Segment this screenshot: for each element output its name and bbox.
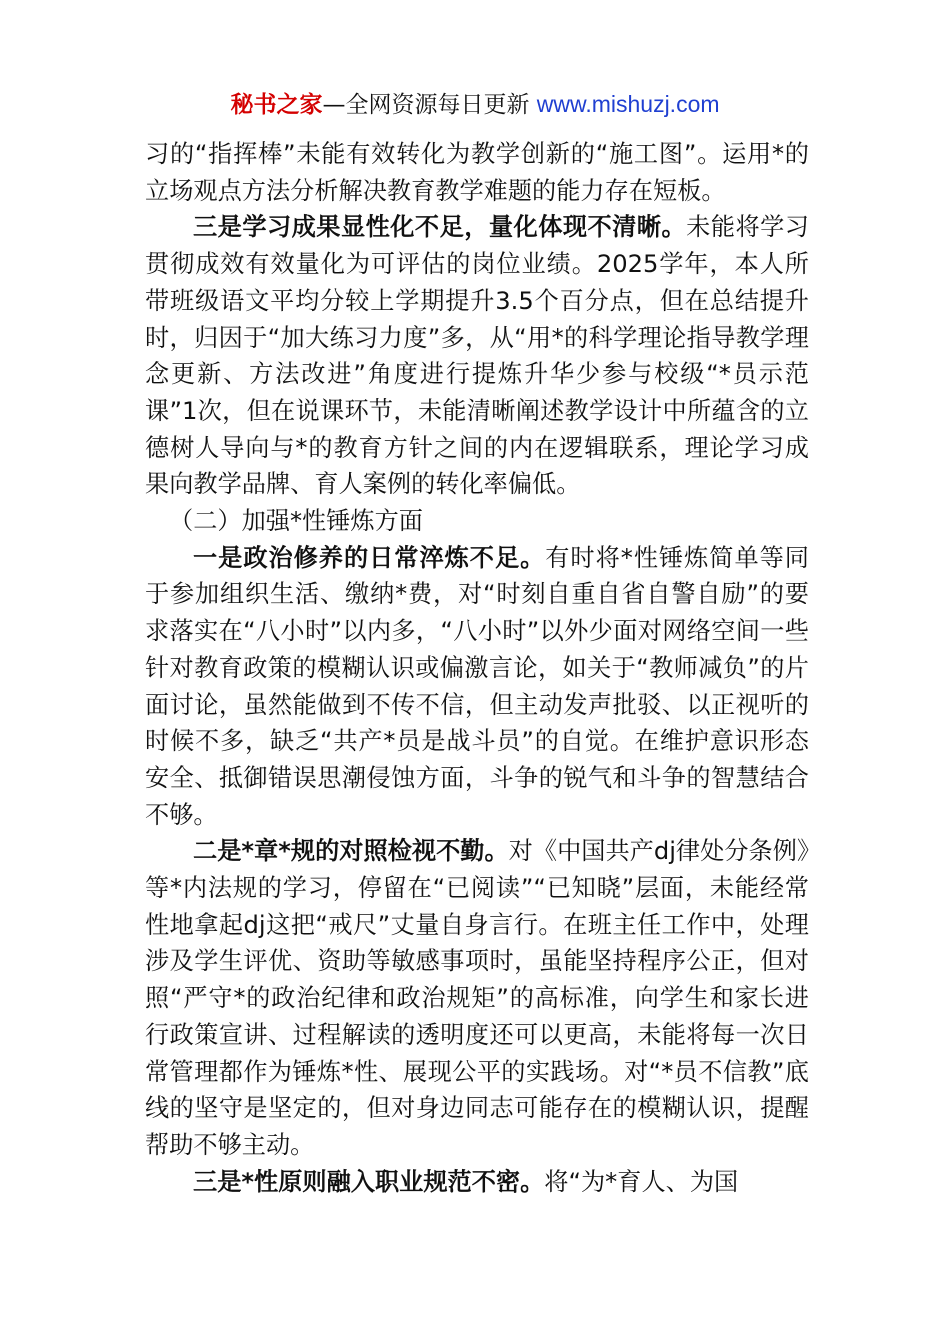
brand-name: 秘书之家 <box>230 92 323 118</box>
paragraph-lead: 三是学习成果显性化不足，量化体现不清晰。 <box>193 213 687 242</box>
paragraph-text: 将“为*育人、为国 <box>544 1167 739 1196</box>
paragraph-party-rules <box>145 833 809 1163</box>
paragraph-lead: 三是*性原则融入职业规范不密。 <box>193 1167 545 1196</box>
paragraph-lead: 一是政治修养的日常淬炼不足。 <box>193 543 546 572</box>
paragraph-text: 习的“指挥棒”未能有效转化为教学创新的“施工图”。运用*的立场观点方法分析解决教育教学难题的能力存在短板。 <box>145 140 809 205</box>
site-banner <box>0 88 950 121</box>
site-url[interactable]: www.mishuzj.com <box>536 91 720 117</box>
paragraph-political-cultivation <box>145 540 809 834</box>
section-heading-text: （二）加强*性锤炼方面 <box>169 507 423 536</box>
paragraph-text: 对《中国共产dj律处分条例》等*内法规的学习，停留在“已阅读”“已知晓”层面，未能经常性地拿起dj这把“戒尺”丈量自身言行。在班主任工作中，处理涉及学生评优、资助等敏感事项时，虽能坚持程序公正，但对照“严守*的政治纪律和政治规矩”的高标准，向学生和家长进行政策宣讲、过程解读的透明度还可以更高，未能将每一次日常管理都作为锤炼*性、展现公平的实践场。对“*员不信教”底线的坚守是坚定的，但对身边同志可能存在的模糊认识，提醒帮助不够主动。 <box>145 837 809 1159</box>
paragraph-learning-results <box>145 209 809 503</box>
banner-slogan: —全网资源每日更新 <box>322 92 530 118</box>
paragraph-continuation <box>145 136 809 209</box>
paragraph-party-principles <box>145 1164 809 1201</box>
paragraph-text: 有时将*性锤炼简单等同于参加组织生活、缴纳*费，对“时刻自重自省自警自励”的要求落实在“八小时”以内多，“八小时”以外少面对网络空间一些针对教育政策的模糊认识或偏激言论，如关于“教师减负”的片面讨论，虽然能做到不传不信，但主动发声批驳、以正视听的时候不多，缺乏“共产*员是战斗员”的自觉。在维护意识形态安全、抵御错误思潮侵蚀方面，斗争的锐气和斗争的智慧结合不够。 <box>145 543 809 829</box>
paragraph-lead: 二是*章*规的对照检视不勤。 <box>193 837 509 866</box>
paragraph-text: 未能将学习贯彻成效有效量化为可评估的岗位业绩。2025学年，本人所带班级语文平均分较上学期提升3.5个百分点，但在总结提升时，归因于“加大练习力度”多，从“用*的科学理论指导教学理念更新、方法改进”角度进行提炼升华少参与校级“*员示范课”1次，但在说课环节，未能清晰阐述教学设计中所蕴含的立德树人导向与*的教育方针之间的内在逻辑联系，理论学习成果向教学品牌、育人案例的转化率偏低。 <box>145 213 809 499</box>
section-heading <box>145 503 809 540</box>
document-body <box>145 136 809 1200</box>
